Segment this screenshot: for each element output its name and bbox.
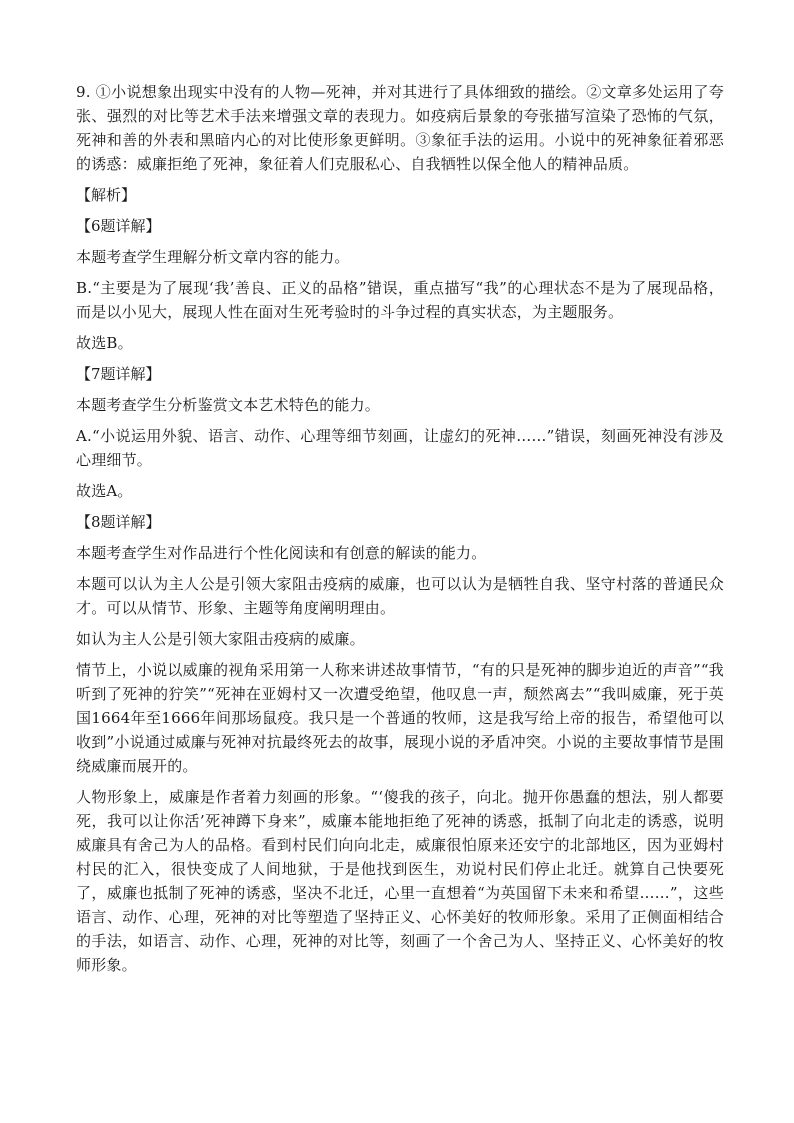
- q6-answer: 故选B。: [76, 334, 133, 352]
- q8-heading: 【8题详解】: [76, 513, 161, 531]
- document-page: [76, 80, 724, 984]
- q6-detail: B.“主要是为了展现‘我’善良、正义的品格”错误，重点描写“我”的心理状态不是为了展现品格，而是以小见大，展现人性在面对生死考验时的斗争过程的真实状态，为主题服务。: [76, 279, 724, 321]
- q7-detail: A.“小说运用外貌、语言、动作、心理等细节刻画，让虚幻的死神……”错误，刻画死神没有涉及心理细节。: [76, 427, 724, 469]
- q8-paragraph-2: 如认为主人公是引领大家阻击疫病的威廉。: [76, 630, 365, 648]
- q7-answer: 故选A。: [76, 482, 133, 500]
- q8-paragraph-1: 本题可以认为主人公是引领大家阻击疫病的威廉，也可以认为是牺牲自我、坚守村落的普通民众才。可以从情节、形象、主题等角度阐明理由。: [76, 575, 724, 617]
- q8-intro: 本题考查学生对作品进行个性化阅读和有创意的解读的能力。: [76, 544, 487, 562]
- q8-paragraph-4: 人物形象上，威廉是作者着力刻画的形象。“‘傻我的孩子，向北。抛开你愚蠢的想法，别人都要死，我可以让你活’死神蹲下身来”，威廉本能地拒绝了死神的诱惑，抵制了向北走的诱惑，说明威廉具有舍己为人的品格。看到村民们向向北走，威廉很怕原来还安宁的北部地区，因为亚姆村村民的汇入，很快变成了人间地狱，于是他找到医生，劝说村民们停止北迁。就算自己快要死了，威廉也抵制了死神的诱惑，坚决不北迁，心里一直想着“为英国留下未来和希望……”，这些语言、动作、心理，死神的对比等塑造了坚持正义、心怀美好的牧师形象。采用了正侧面相结合的手法，如语言、动作、心理，死神的对比等，刻画了一个舍己为人、坚持正义、心怀美好的牧师形象。: [76, 788, 724, 974]
- q6-heading: 【6题详解】: [76, 217, 161, 235]
- q8-paragraph-3: 情节上，小说以威廉的视角采用第一人称来讲述故事情节，“有的只是死神的脚步迫近的声音”“我听到了死神的狞笑”“死神在亚姆村又一次遭受绝望，他叹息一声，颓然离去”“我叫威廉，死于英国1664年至1666年间那场鼠疫。我只是一个普通的牧师，这是我写给上帝的报告，希望他可以收到”小说通过威廉与死神对抗最终死去的故事，展现小说的矛盾冲突。小说的主要故事情节是围绕威廉而展开的。: [76, 661, 724, 775]
- q7-intro: 本题考查学生分析鉴赏文本艺术特色的能力。: [76, 396, 381, 414]
- q6-intro: 本题考查学生理解分析文章内容的能力。: [76, 248, 350, 266]
- q9-answer: 9. ①小说想象出现实中没有的人物—死神，并对其进行了具体细致的描绘。②文章多处运用了夸张、强烈的对比等艺术手法来增强文章的表现力。如疫病后景象的夸张描写渲染了恐怖的气氛，死神和善的外表和黑暗内心的对比使形象更鲜明。③象征手法的运用。小说中的死神象征着邪恶的诱惑：威廉拒绝了死神，象征着人们克服私心、自我牺牲以保全他人的精神品质。: [76, 83, 724, 173]
- analysis-heading: 【解析】: [76, 186, 137, 204]
- q7-heading: 【7题详解】: [76, 365, 161, 383]
